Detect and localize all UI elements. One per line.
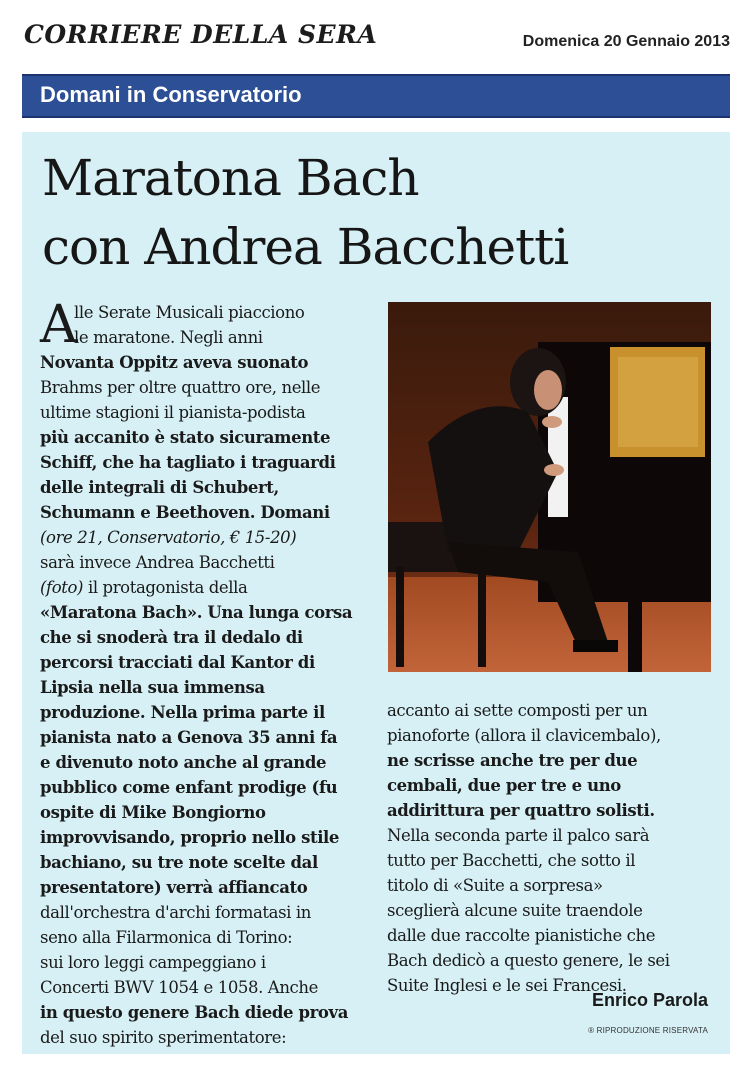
text-line: Lipsia nella sua immensa	[40, 678, 265, 697]
text-line: pianista nato a Genova 35 anni fa	[40, 728, 338, 747]
text-line: pubblico come enfant prodige (fu	[40, 778, 338, 797]
text-line: Suite Inglesi e le sei Francesi.	[387, 976, 627, 995]
text-line: Nella seconda parte il palco sarà	[387, 826, 650, 845]
text-line: percorsi tracciati dal Kantor di	[40, 653, 315, 672]
text-line: sui loro leggi campeggiano i	[40, 953, 266, 972]
text-line: bachiano, su tre note scelte dal	[40, 853, 318, 872]
text-line: che si snoderà tra il dedalo di	[40, 628, 303, 647]
drop-cap: A	[40, 295, 78, 355]
text-line: «Maratona Bach». Una lunga corsa	[40, 603, 353, 622]
text-line: improvvisando, proprio nello stile	[40, 828, 340, 847]
section-band	[22, 74, 730, 118]
section-label: Domani in Conservatorio	[40, 82, 302, 107]
text-line: seno alla Filarmonica di Torino:	[40, 928, 293, 947]
text-line	[40, 575, 388, 600]
author-byline: Enrico Parola	[591, 990, 708, 1010]
text-line: sceglierà alcune suite traendole	[387, 901, 643, 920]
text-line: in questo genere Bach diede prova	[40, 1003, 348, 1022]
text-line: Schiff, che ha tagliato i traguardi	[40, 453, 336, 472]
text-line: e divenuto noto anche al grande	[40, 753, 327, 772]
article-column-2	[387, 698, 727, 998]
text-line: più accanito è stato sicuramente	[40, 428, 331, 447]
text-line: pianoforte (allora il clavicembalo),	[387, 726, 661, 745]
article-headline	[42, 144, 568, 282]
text-line: cembali, due per tre e uno	[387, 776, 621, 795]
text-line: lle Serate Musicali piacciono	[74, 303, 305, 322]
text-line: sarà invece Andrea Bacchetti	[40, 553, 275, 572]
article-panel	[22, 132, 730, 1054]
text-line: ultime stagioni il pianista-podista	[40, 403, 306, 422]
newspaper-masthead: CORRIERE DELLA SERA	[24, 20, 378, 49]
pianist-photo	[388, 302, 711, 672]
text-line: Concerti BWV 1054 e 1058. Anche	[40, 978, 318, 997]
text-line: ospite di Mike Bongiorno	[40, 803, 266, 822]
text-line: Schumann e Beethoven. Domani	[40, 503, 330, 522]
text-line: del suo spirito sperimentatore:	[40, 1028, 287, 1047]
headline-line-2: con Andrea Bacchetti	[42, 218, 569, 276]
publication-date: Domenica 20 Gennaio 2013	[522, 33, 730, 50]
text-line: le maratone. Negli anni	[74, 328, 263, 347]
text-line: ne scrisse anche tre per due	[387, 751, 638, 770]
text-line: dall'orchestra d'archi formatasi in	[40, 903, 311, 922]
text-line: Brahms per oltre quattro ore, nelle	[40, 378, 321, 397]
text-line: titolo di «Suite a sorpresa»	[387, 876, 603, 895]
text-line: delle integrali di Schubert,	[40, 478, 279, 497]
text-line: tutto per Bacchetti, che sotto il	[387, 851, 636, 870]
text-line: Bach dedicò a questo genere, le sei	[387, 951, 670, 970]
article-column-1	[40, 295, 388, 1050]
text-line: addirittura per quattro solisti.	[387, 801, 655, 820]
text-line: accanto ai sette composti per un	[387, 701, 648, 720]
pianist-at-piano-image	[388, 302, 711, 672]
headline-line-1: Maratona Bach	[42, 149, 419, 207]
text-line: produzione. Nella prima parte il	[40, 703, 325, 722]
photo-reference: (foto)	[40, 578, 84, 597]
text-line: dalle due raccolte pianistiche che	[387, 926, 656, 945]
text-fragment: il protagonista della	[83, 578, 248, 597]
text-line: (ore 21, Conservatorio, € 15-20)	[40, 528, 297, 547]
text-line: Novanta Oppitz aveva suonato	[40, 353, 309, 372]
copyright-notice: ® RIPRODUZIONE RISERVATA	[588, 1026, 708, 1035]
text-line: presentatore) verrà affiancato	[40, 878, 308, 897]
